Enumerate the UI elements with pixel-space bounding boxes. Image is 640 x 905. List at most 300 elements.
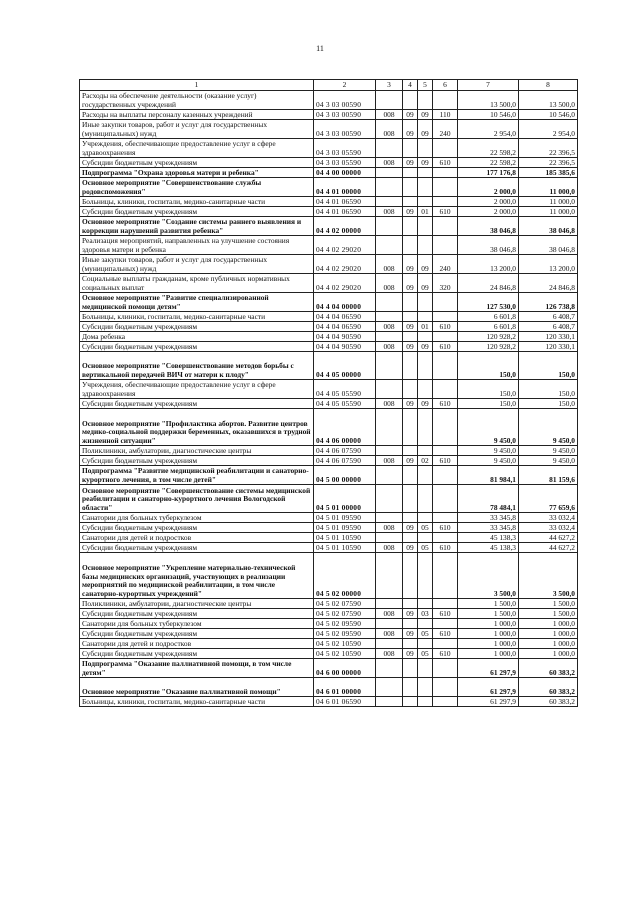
amount-year-2: 13 200,0 bbox=[519, 255, 578, 274]
table-row bbox=[80, 553, 578, 599]
subsection-code: 09 bbox=[418, 274, 433, 293]
amount-year-1: 127 530,0 bbox=[458, 293, 519, 312]
amount-year-1: 13 200,0 bbox=[458, 255, 519, 274]
amount-year-2: 150,0 bbox=[519, 380, 578, 399]
ministry-code: 008 bbox=[376, 110, 403, 120]
target-code: 04 5 01 10590 bbox=[314, 533, 376, 543]
amount-year-1: 45 138,3 bbox=[458, 533, 519, 543]
table-row bbox=[80, 543, 578, 553]
row-name: Субсидии бюджетным учреждениям bbox=[80, 649, 314, 659]
table-row bbox=[80, 110, 578, 120]
subsection-code bbox=[418, 697, 433, 707]
section-code bbox=[403, 293, 418, 312]
row-name: Подпрограмма "Оказание паллиативной помощи, в том числе детям" bbox=[80, 659, 314, 678]
amount-year-1: 9 450,0 bbox=[458, 446, 519, 456]
ministry-code bbox=[376, 332, 403, 342]
subsection-code bbox=[418, 513, 433, 523]
budget-table bbox=[79, 79, 578, 707]
target-code: 04 6 01 06590 bbox=[314, 697, 376, 707]
amount-year-2: 60 383,2 bbox=[519, 697, 578, 707]
amount-year-2: 150,0 bbox=[519, 399, 578, 409]
target-code: 04 4 05 05590 bbox=[314, 380, 376, 399]
amount-year-2: 81 159,6 bbox=[519, 466, 578, 485]
row-name: Дома ребенка bbox=[80, 332, 314, 342]
ministry-code: 008 bbox=[376, 207, 403, 217]
section-code bbox=[403, 659, 418, 678]
column-header: 4 bbox=[403, 80, 418, 91]
section-code bbox=[403, 236, 418, 255]
table-row bbox=[80, 513, 578, 523]
expense-type-code: 610 bbox=[433, 629, 458, 639]
target-code: 04 4 05 05590 bbox=[314, 399, 376, 409]
table-row bbox=[80, 659, 578, 678]
ministry-code: 008 bbox=[376, 649, 403, 659]
section-code: 09 bbox=[403, 649, 418, 659]
amount-year-1: 22 598,2 bbox=[458, 158, 519, 168]
section-code bbox=[403, 678, 418, 697]
row-name: Санатории для больных туберкулезом bbox=[80, 619, 314, 629]
row-name: Санатории для детей и подростков bbox=[80, 639, 314, 649]
row-name: Субсидии бюджетным учреждениям bbox=[80, 342, 314, 352]
amount-year-2: 1 000,0 bbox=[519, 639, 578, 649]
row-name: Субсидии бюджетным учреждениям bbox=[80, 609, 314, 619]
row-name: Иные закупки товаров, работ и услуг для государственных (муниципальных) нужд bbox=[80, 120, 314, 139]
amount-year-1: 33 345,8 bbox=[458, 523, 519, 533]
target-code: 04 5 02 09590 bbox=[314, 629, 376, 639]
target-code: 04 4 04 06590 bbox=[314, 312, 376, 322]
amount-year-2: 9 450,0 bbox=[519, 456, 578, 466]
amount-year-1: 78 484,1 bbox=[458, 485, 519, 513]
table-row bbox=[80, 91, 578, 110]
amount-year-1: 13 500,0 bbox=[458, 91, 519, 110]
target-code: 04 4 06 07590 bbox=[314, 456, 376, 466]
ministry-code bbox=[376, 236, 403, 255]
ministry-code: 008 bbox=[376, 255, 403, 274]
table-row bbox=[80, 609, 578, 619]
expense-type-code bbox=[433, 513, 458, 523]
row-name: Санатории для больных туберкулезом bbox=[80, 513, 314, 523]
row-name: Расходы на обеспечение деятельности (оказание услуг) государственных учреждений bbox=[80, 91, 314, 110]
column-header: 1 bbox=[80, 80, 314, 91]
amount-year-2: 10 546,0 bbox=[519, 110, 578, 120]
row-name: Поликлиники, амбулатории, диагностические центры bbox=[80, 599, 314, 609]
section-code bbox=[403, 312, 418, 322]
amount-year-2: 9 450,0 bbox=[519, 446, 578, 456]
row-name: Иные закупки товаров, работ и услуг для государственных (муниципальных) нужд bbox=[80, 255, 314, 274]
row-name: Основное мероприятие "Профилактика абортов. Развитие центров медико-социальной поддержки беременных, оказавшихся в трудной жизненной ситуации" bbox=[80, 409, 314, 446]
expense-type-code bbox=[433, 236, 458, 255]
section-code bbox=[403, 599, 418, 609]
table-row bbox=[80, 466, 578, 485]
page-number: 11 bbox=[316, 44, 324, 53]
amount-year-1: 3 500,0 bbox=[458, 553, 519, 599]
expense-type-code bbox=[433, 553, 458, 599]
amount-year-2: 2 954,0 bbox=[519, 120, 578, 139]
target-code: 04 4 04 00000 bbox=[314, 293, 376, 312]
section-code bbox=[403, 178, 418, 197]
table-row bbox=[80, 207, 578, 217]
subsection-code bbox=[418, 197, 433, 207]
target-code: 04 5 00 00000 bbox=[314, 466, 376, 485]
row-name: Подпрограмма "Охрана здоровья матери и ребенка" bbox=[80, 168, 314, 178]
row-name: Основное мероприятие "Совершенствование системы медицинской реабилитации и санаторно-курортного лечения Вологодской области" bbox=[80, 485, 314, 513]
section-code: 09 bbox=[403, 110, 418, 120]
expense-type-code bbox=[433, 409, 458, 446]
amount-year-2: 22 396,5 bbox=[519, 158, 578, 168]
section-code: 09 bbox=[403, 274, 418, 293]
subsection-code bbox=[418, 533, 433, 543]
ministry-code bbox=[376, 352, 403, 380]
column-header: 2 bbox=[314, 80, 376, 91]
target-code: 04 5 02 07590 bbox=[314, 599, 376, 609]
target-code: 04 4 02 29020 bbox=[314, 255, 376, 274]
table-row bbox=[80, 380, 578, 399]
amount-year-1: 120 928,2 bbox=[458, 332, 519, 342]
ministry-code bbox=[376, 380, 403, 399]
ministry-code: 008 bbox=[376, 342, 403, 352]
subsection-code bbox=[418, 678, 433, 697]
ministry-code bbox=[376, 409, 403, 446]
section-code bbox=[403, 697, 418, 707]
subsection-code: 09 bbox=[418, 158, 433, 168]
ministry-code bbox=[376, 678, 403, 697]
section-code: 09 bbox=[403, 543, 418, 553]
row-name: Субсидии бюджетным учреждениям bbox=[80, 322, 314, 332]
target-code: 04 4 02 00000 bbox=[314, 217, 376, 236]
amount-year-2: 150,0 bbox=[519, 352, 578, 380]
table-row bbox=[80, 678, 578, 697]
table-row bbox=[80, 619, 578, 629]
section-code: 09 bbox=[403, 207, 418, 217]
expense-type-code bbox=[433, 197, 458, 207]
expense-type-code: 610 bbox=[433, 649, 458, 659]
amount-year-2: 13 500,0 bbox=[519, 91, 578, 110]
ministry-code bbox=[376, 659, 403, 678]
subsection-code: 09 bbox=[418, 110, 433, 120]
amount-year-1: 10 546,0 bbox=[458, 110, 519, 120]
table-row bbox=[80, 342, 578, 352]
subsection-code bbox=[418, 217, 433, 236]
table-row bbox=[80, 639, 578, 649]
section-code bbox=[403, 91, 418, 110]
section-code bbox=[403, 409, 418, 446]
ministry-code: 008 bbox=[376, 399, 403, 409]
amount-year-2: 185 385,6 bbox=[519, 168, 578, 178]
expense-type-code bbox=[433, 599, 458, 609]
table-row bbox=[80, 120, 578, 139]
amount-year-1: 22 598,2 bbox=[458, 139, 519, 158]
section-code: 09 bbox=[403, 456, 418, 466]
subsection-code: 09 bbox=[418, 342, 433, 352]
section-code bbox=[403, 197, 418, 207]
subsection-code: 05 bbox=[418, 523, 433, 533]
section-code: 09 bbox=[403, 120, 418, 139]
row-name: Основное мероприятие "Оказание паллиативной помощи" bbox=[80, 678, 314, 697]
target-code: 04 5 02 10590 bbox=[314, 649, 376, 659]
expense-type-code bbox=[433, 678, 458, 697]
ministry-code: 008 bbox=[376, 120, 403, 139]
amount-year-2: 1 500,0 bbox=[519, 599, 578, 609]
expense-type-code bbox=[433, 485, 458, 513]
subsection-code: 05 bbox=[418, 649, 433, 659]
subsection-code: 01 bbox=[418, 207, 433, 217]
row-name: Больницы, клиники, госпитали, медико-санитарные части bbox=[80, 697, 314, 707]
expense-type-code bbox=[433, 139, 458, 158]
row-name: Субсидии бюджетным учреждениям bbox=[80, 543, 314, 553]
subsection-code bbox=[418, 91, 433, 110]
section-code bbox=[403, 168, 418, 178]
expense-type-code bbox=[433, 697, 458, 707]
ministry-code bbox=[376, 217, 403, 236]
table-row bbox=[80, 322, 578, 332]
amount-year-1: 45 138,3 bbox=[458, 543, 519, 553]
column-header: 3 bbox=[376, 80, 403, 91]
ministry-code bbox=[376, 599, 403, 609]
ministry-code bbox=[376, 139, 403, 158]
target-code: 04 3 03 00590 bbox=[314, 91, 376, 110]
expense-type-code: 610 bbox=[433, 456, 458, 466]
subsection-code bbox=[418, 466, 433, 485]
amount-year-1: 61 297,9 bbox=[458, 659, 519, 678]
target-code: 04 4 04 90590 bbox=[314, 332, 376, 342]
ministry-code bbox=[376, 446, 403, 456]
amount-year-2: 6 408,7 bbox=[519, 322, 578, 332]
subsection-code bbox=[418, 485, 433, 513]
expense-type-code: 610 bbox=[433, 523, 458, 533]
table-row bbox=[80, 168, 578, 178]
ministry-code bbox=[376, 553, 403, 599]
amount-year-1: 1 500,0 bbox=[458, 599, 519, 609]
expense-type-code: 610 bbox=[433, 322, 458, 332]
amount-year-1: 9 450,0 bbox=[458, 409, 519, 446]
section-code bbox=[403, 619, 418, 629]
target-code: 04 4 01 06590 bbox=[314, 207, 376, 217]
row-name: Субсидии бюджетным учреждениям bbox=[80, 158, 314, 168]
expense-type-code: 320 bbox=[433, 274, 458, 293]
target-code: 04 3 03 05590 bbox=[314, 139, 376, 158]
amount-year-1: 61 297,9 bbox=[458, 678, 519, 697]
amount-year-2: 24 846,8 bbox=[519, 274, 578, 293]
header-row bbox=[80, 80, 578, 91]
expense-type-code bbox=[433, 352, 458, 380]
target-code: 04 4 01 00000 bbox=[314, 178, 376, 197]
expense-type-code: 610 bbox=[433, 207, 458, 217]
expense-type-code bbox=[433, 380, 458, 399]
subsection-code bbox=[418, 312, 433, 322]
section-code bbox=[403, 332, 418, 342]
table-row bbox=[80, 409, 578, 446]
amount-year-2: 1 000,0 bbox=[519, 649, 578, 659]
ministry-code: 008 bbox=[376, 543, 403, 553]
expense-type-code bbox=[433, 91, 458, 110]
expense-type-code: 240 bbox=[433, 255, 458, 274]
table-row bbox=[80, 599, 578, 609]
amount-year-2: 11 000,0 bbox=[519, 197, 578, 207]
expense-type-code bbox=[433, 619, 458, 629]
table-row bbox=[80, 312, 578, 322]
ministry-code bbox=[376, 533, 403, 543]
ministry-code bbox=[376, 639, 403, 649]
subsection-code bbox=[418, 639, 433, 649]
table-row bbox=[80, 158, 578, 168]
subsection-code: 01 bbox=[418, 322, 433, 332]
target-code: 04 3 03 05590 bbox=[314, 158, 376, 168]
amount-year-1: 1 000,0 bbox=[458, 629, 519, 639]
target-code: 04 4 06 00000 bbox=[314, 409, 376, 446]
ministry-code bbox=[376, 293, 403, 312]
amount-year-1: 150,0 bbox=[458, 352, 519, 380]
target-code: 04 5 02 07590 bbox=[314, 609, 376, 619]
subsection-code bbox=[418, 168, 433, 178]
amount-year-2: 3 500,0 bbox=[519, 553, 578, 599]
target-code: 04 3 03 00590 bbox=[314, 110, 376, 120]
ministry-code: 008 bbox=[376, 158, 403, 168]
target-code: 04 4 01 06590 bbox=[314, 197, 376, 207]
table-row bbox=[80, 178, 578, 197]
section-code bbox=[403, 513, 418, 523]
amount-year-2: 120 330,1 bbox=[519, 332, 578, 342]
amount-year-1: 81 984,1 bbox=[458, 466, 519, 485]
section-code bbox=[403, 446, 418, 456]
row-name: Основное мероприятие "Развитие специализированной медицинской помощи детям" bbox=[80, 293, 314, 312]
amount-year-2: 1 500,0 bbox=[519, 609, 578, 619]
subsection-code bbox=[418, 293, 433, 312]
subsection-code bbox=[418, 178, 433, 197]
section-code: 09 bbox=[403, 342, 418, 352]
expense-type-code: 610 bbox=[433, 399, 458, 409]
section-code bbox=[403, 139, 418, 158]
expense-type-code: 610 bbox=[433, 543, 458, 553]
target-code: 04 4 00 00000 bbox=[314, 168, 376, 178]
expense-type-code: 610 bbox=[433, 609, 458, 619]
row-name: Основное мероприятие "Совершенствование службы родовспоможения" bbox=[80, 178, 314, 197]
amount-year-1: 1 500,0 bbox=[458, 609, 519, 619]
subsection-code: 05 bbox=[418, 629, 433, 639]
expense-type-code: 610 bbox=[433, 342, 458, 352]
target-code: 04 5 02 09590 bbox=[314, 619, 376, 629]
amount-year-2: 1 000,0 bbox=[519, 619, 578, 629]
amount-year-1: 2 000,0 bbox=[458, 207, 519, 217]
target-code: 04 4 05 00000 bbox=[314, 352, 376, 380]
target-code: 04 3 03 00590 bbox=[314, 120, 376, 139]
subsection-code bbox=[418, 659, 433, 678]
section-code bbox=[403, 485, 418, 513]
amount-year-2: 22 396,5 bbox=[519, 139, 578, 158]
expense-type-code: 610 bbox=[433, 158, 458, 168]
expense-type-code bbox=[433, 312, 458, 322]
row-name: Основное мероприятие "Укрепление материально-технической базы медицинских организаций, участвующих в реализации мероприятий по медицинской реабилитации, в том числе санаторно-курортных учреждений" bbox=[80, 553, 314, 599]
table-row bbox=[80, 139, 578, 158]
amount-year-2: 44 627,2 bbox=[519, 543, 578, 553]
subsection-code bbox=[418, 236, 433, 255]
amount-year-2: 60 383,2 bbox=[519, 678, 578, 697]
ministry-code bbox=[376, 197, 403, 207]
row-name: Субсидии бюджетным учреждениям bbox=[80, 207, 314, 217]
subsection-code bbox=[418, 139, 433, 158]
amount-year-1: 1 000,0 bbox=[458, 649, 519, 659]
ministry-code: 008 bbox=[376, 609, 403, 619]
column-header: 7 bbox=[458, 80, 519, 91]
target-code: 04 5 02 10590 bbox=[314, 639, 376, 649]
amount-year-2: 9 450,0 bbox=[519, 409, 578, 446]
target-code: 04 4 04 06590 bbox=[314, 322, 376, 332]
ministry-code bbox=[376, 466, 403, 485]
amount-year-1: 38 046,8 bbox=[458, 217, 519, 236]
expense-type-code bbox=[433, 466, 458, 485]
row-name: Субсидии бюджетным учреждениям bbox=[80, 456, 314, 466]
amount-year-1: 120 928,2 bbox=[458, 342, 519, 352]
ministry-code bbox=[376, 168, 403, 178]
subsection-code: 09 bbox=[418, 120, 433, 139]
amount-year-2: 44 627,2 bbox=[519, 533, 578, 543]
section-code bbox=[403, 217, 418, 236]
row-name: Реализация мероприятий, направленных на улучшение состояния здоровья матери и ребенка bbox=[80, 236, 314, 255]
expense-type-code bbox=[433, 168, 458, 178]
amount-year-2: 38 046,8 bbox=[519, 217, 578, 236]
section-code: 09 bbox=[403, 322, 418, 332]
column-header: 6 bbox=[433, 80, 458, 91]
row-name: Подпрограмма "Развитие медицинской реабилитации и санаторно-курортного лечения, в том числе детей" bbox=[80, 466, 314, 485]
amount-year-2: 33 032,4 bbox=[519, 513, 578, 523]
row-name: Основное мероприятие "Совершенствование методов борьбы с вертикальной передачей ВИЧ от матери к плоду" bbox=[80, 352, 314, 380]
amount-year-1: 150,0 bbox=[458, 399, 519, 409]
section-code: 09 bbox=[403, 629, 418, 639]
amount-year-1: 6 601,8 bbox=[458, 312, 519, 322]
row-name: Больницы, клиники, госпитали, медико-санитарные части bbox=[80, 312, 314, 322]
ministry-code: 008 bbox=[376, 456, 403, 466]
amount-year-2: 11 000,0 bbox=[519, 178, 578, 197]
section-code bbox=[403, 553, 418, 599]
subsection-code bbox=[418, 553, 433, 599]
subsection-code: 09 bbox=[418, 399, 433, 409]
table-row bbox=[80, 446, 578, 456]
row-name: Субсидии бюджетным учреждениям bbox=[80, 629, 314, 639]
table-row bbox=[80, 332, 578, 342]
subsection-code: 02 bbox=[418, 456, 433, 466]
ministry-code bbox=[376, 619, 403, 629]
amount-year-1: 1 000,0 bbox=[458, 639, 519, 649]
table-row bbox=[80, 649, 578, 659]
table-row bbox=[80, 274, 578, 293]
section-code: 09 bbox=[403, 523, 418, 533]
amount-year-2: 11 000,0 bbox=[519, 207, 578, 217]
amount-year-1: 9 450,0 bbox=[458, 456, 519, 466]
expense-type-code bbox=[433, 178, 458, 197]
amount-year-1: 2 954,0 bbox=[458, 120, 519, 139]
table-row bbox=[80, 523, 578, 533]
table-row bbox=[80, 697, 578, 707]
table-row bbox=[80, 399, 578, 409]
ministry-code: 008 bbox=[376, 322, 403, 332]
section-code bbox=[403, 380, 418, 399]
table-row bbox=[80, 485, 578, 513]
table-row bbox=[80, 456, 578, 466]
section-code: 09 bbox=[403, 158, 418, 168]
row-name: Основное мероприятие "Создание системы раннего выявления и коррекции нарушений развития ребенка" bbox=[80, 217, 314, 236]
row-name: Больницы, клиники, госпитали, медико-санитарные части bbox=[80, 197, 314, 207]
amount-year-2: 1 000,0 bbox=[519, 629, 578, 639]
amount-year-1: 1 000,0 bbox=[458, 619, 519, 629]
expense-type-code bbox=[433, 293, 458, 312]
amount-year-1: 2 000,0 bbox=[458, 178, 519, 197]
table-row bbox=[80, 236, 578, 255]
row-name: Учреждения, обеспечивающие предоставление услуг в сфере здравоохранения bbox=[80, 380, 314, 399]
ministry-code: 008 bbox=[376, 274, 403, 293]
ministry-code bbox=[376, 513, 403, 523]
amount-year-1: 6 601,8 bbox=[458, 322, 519, 332]
target-code: 04 4 02 29020 bbox=[314, 236, 376, 255]
subsection-code bbox=[418, 409, 433, 446]
